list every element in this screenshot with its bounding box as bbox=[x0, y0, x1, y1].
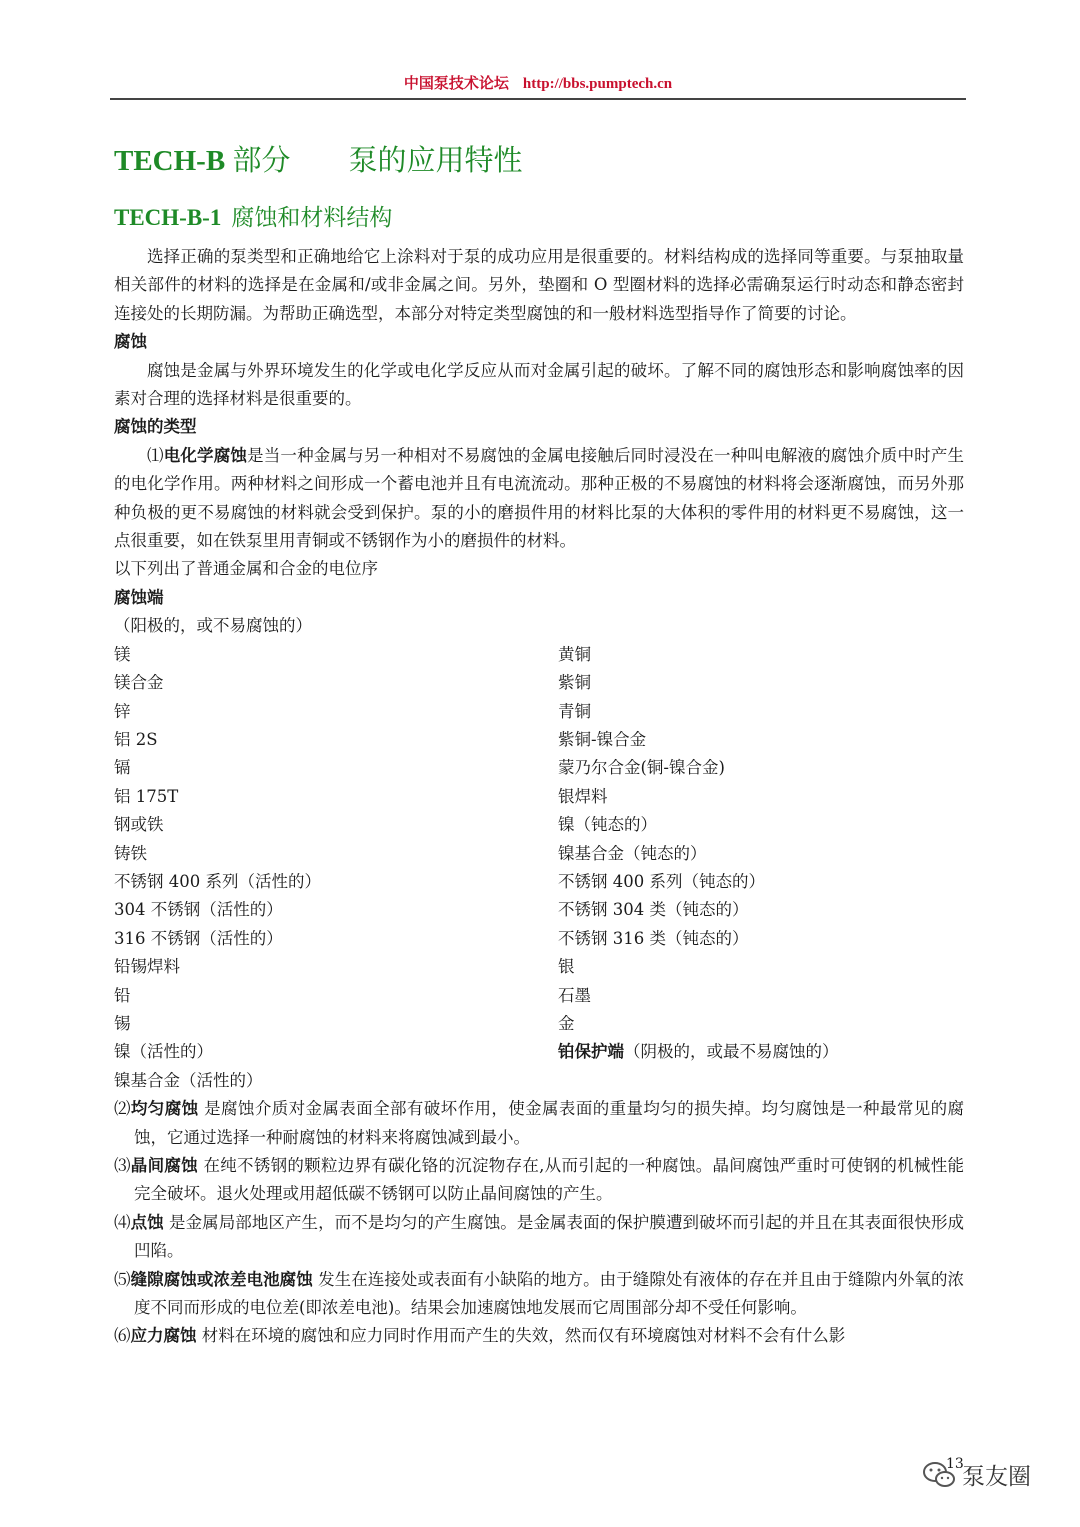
watermark-text: 泵友圈 bbox=[962, 1464, 1031, 1490]
series-left-item: 铸铁 bbox=[114, 843, 147, 863]
body-content bbox=[114, 243, 964, 1351]
series-left-item: 不锈钢 400 系列（活性的） bbox=[114, 871, 321, 891]
series-right-item: 不锈钢 304 类（钝态的） bbox=[558, 900, 749, 920]
item-term: 晶间腐蚀 bbox=[130, 1156, 198, 1175]
series-right-item: 银焊料 bbox=[558, 786, 608, 806]
corrosion-type-item bbox=[114, 1266, 964, 1323]
series-right-item: 银 bbox=[558, 957, 575, 977]
series-left-column bbox=[114, 641, 558, 1096]
series-left-item: 304 不锈钢（活性的） bbox=[114, 900, 283, 920]
protected-end bbox=[558, 1038, 839, 1066]
series-right-item: 黄铜 bbox=[558, 644, 591, 664]
item-term: 缝隙腐蚀或浓差电池腐蚀 bbox=[130, 1269, 313, 1289]
wechat-icon bbox=[922, 1461, 956, 1489]
part-code: TECH-B bbox=[114, 145, 226, 177]
corrosion-paragraph: 腐蚀是金属与外界环境发生的化学或电化学反应从而对金属引起的破坏。了解不同的腐蚀形态和影响腐蚀率的因素对合理的选择材料是很重要的。 bbox=[114, 360, 964, 409]
page-number: 13 bbox=[946, 1456, 964, 1472]
corrosion-type-item bbox=[114, 1152, 964, 1209]
series-right-item: 镍（钝态的） bbox=[558, 815, 657, 835]
item-text: 发生在连接处或表面有小缺陷的地方。由于缝隙处有液体的存在并且由于缝隙内外氧的浓度不同而形成的电位差(即浓差电池)。结果会加速腐蚀地发展而它周围部分却不受任何影响。 bbox=[134, 1269, 965, 1318]
section-title bbox=[114, 199, 392, 232]
item-text: 材料在环境的腐蚀和应力同时作用而产生的失效，然而仅有环境腐蚀对材料不会有什么影 bbox=[196, 1326, 846, 1346]
series-left-item: 镉 bbox=[114, 758, 131, 778]
series-left-item: 镍（活性的） bbox=[114, 1042, 213, 1062]
corrosion-type-item bbox=[114, 1322, 964, 1350]
galvanic-text: 是当一种金属与另一种相对不易腐蚀的金属电接触后同时浸没在一种叫电解液的腐蚀介质中时产生的电化学作用。两种材料之间形成一个蓄电池并且有电流流动。那种正极的不易腐蚀的材料将会逐渐腐蚀，而另外那种负极的更不易腐蚀的材料就会受到保护。泵的小的磨损件用的材料比泵的大体积的零件用的材料更不易腐蚀，这一点很重要，如在铁泵里用青铜或不锈钢作为小的磨损件的材料。 bbox=[114, 445, 965, 551]
item-text: 在纯不锈钢的颗粒边界有碳化铬的沉淀物存在,从而引起的一种腐蚀。晶间腐蚀严重时可使钢的机械性能完全破坏。退火处理或用超低碳不锈钢可以防止晶间腐蚀的产生。 bbox=[134, 1156, 965, 1204]
series-right-item: 紫铜 bbox=[558, 673, 591, 693]
item-number: ⑵ bbox=[114, 1099, 131, 1119]
galvanic-paragraph bbox=[114, 442, 964, 556]
series-left-item: 镍基合金（活性的） bbox=[114, 1070, 263, 1090]
types-heading: 腐蚀的类型 bbox=[114, 417, 197, 437]
series-left-item: 铅 bbox=[114, 985, 131, 1005]
corroded-end-note: （阳极的，或不易腐蚀的） bbox=[114, 616, 312, 636]
series-left-item: 316 不锈钢（活性的） bbox=[114, 928, 283, 948]
series-right-item: 石墨 bbox=[558, 985, 591, 1005]
series-right-item: 紫铜-镍合金 bbox=[558, 729, 647, 749]
corrosion-type-item bbox=[114, 1095, 964, 1152]
corrosion-heading: 腐蚀 bbox=[114, 332, 147, 352]
series-left-item: 铝 2S bbox=[114, 729, 158, 749]
part-label: 部分 bbox=[232, 145, 291, 177]
item-number: ⑹ bbox=[114, 1326, 131, 1346]
item-number: ⑸ bbox=[114, 1269, 131, 1289]
series-right-item: 青铜 bbox=[558, 701, 591, 721]
page-header bbox=[110, 72, 966, 93]
series-right-item: 镍基合金（钝态的） bbox=[558, 843, 707, 863]
galvanic-number: ⑴ bbox=[147, 445, 164, 465]
galvanic-term: 电化学腐蚀 bbox=[163, 445, 248, 465]
series-left-item: 钢或铁 bbox=[114, 815, 164, 835]
series-right-item: 不锈钢 316 类（钝态的） bbox=[558, 928, 749, 948]
item-number: ⑶ bbox=[114, 1156, 131, 1175]
section-subject: 腐蚀和材料结构 bbox=[231, 205, 393, 230]
part-subject: 泵的应用特性 bbox=[348, 145, 523, 177]
series-right-item: 金 bbox=[558, 1013, 575, 1033]
item-term: 点蚀 bbox=[130, 1212, 164, 1232]
series-right-item: 蒙乃尔合金(铜-镍合金) bbox=[558, 758, 725, 778]
header-forum: 中国泵技术论坛 bbox=[403, 76, 509, 92]
galvanic-series bbox=[114, 641, 964, 1096]
protected-end-label: 铂保护端 bbox=[558, 1042, 624, 1062]
series-left-item: 镁合金 bbox=[114, 673, 164, 693]
item-term: 均匀腐蚀 bbox=[130, 1099, 199, 1119]
series-right-column bbox=[558, 641, 839, 1096]
header-divider bbox=[110, 98, 966, 100]
series-left-item: 铝 175T bbox=[114, 786, 179, 806]
part-title bbox=[114, 138, 522, 179]
item-number: ⑷ bbox=[114, 1212, 131, 1232]
intro-paragraph: 选择正确的泵类型和正确地给它上涂料对于泵的成功应用是很重要的。材料结构成的选择同等重要。与泵抽取量相关部件的材料的选择是在金属和/或非金属之间。另外，垫圈和 O 型圈材料的选择必需确泵运行时动态和静态密封连接处的长期防漏。为帮助正确选型，本部分对特定类型腐蚀的和一般材料选型指导作了简要的讨论。 bbox=[114, 247, 964, 323]
header-url[interactable]: http://bbs.pumptech.cn bbox=[522, 76, 673, 92]
section-code: TECH-B-1 bbox=[114, 205, 222, 230]
series-left-item: 锡 bbox=[114, 1013, 131, 1033]
series-left-item: 镁 bbox=[114, 644, 131, 664]
watermark bbox=[922, 1458, 1031, 1491]
series-right-item: 不锈钢 400 系列（钝态的） bbox=[558, 871, 765, 891]
protected-end-note: （阴极的，或最不易腐蚀的） bbox=[624, 1042, 839, 1062]
series-left-item: 锌 bbox=[114, 701, 131, 721]
item-text: 是腐蚀介质对金属表面全部有破坏作用，使金属表面的重量均匀的损失掉。均匀腐蚀是一种最常见的腐蚀，它通过选择一种耐腐蚀的材料来将腐蚀减到最小。 bbox=[134, 1099, 965, 1147]
series-left-item: 铅锡焊料 bbox=[114, 957, 180, 977]
item-text: 是金属局部地区产生，而不是均匀的产生腐蚀。是金属表面的保护膜遭到破坏而引起的并且在其表面很快形成凹陷。 bbox=[134, 1212, 965, 1261]
series-intro: 以下列出了普通金属和合金的电位序 bbox=[114, 559, 378, 579]
item-term: 应力腐蚀 bbox=[130, 1326, 197, 1346]
corrosion-type-item bbox=[114, 1209, 964, 1266]
corroded-end-label: 腐蚀端 bbox=[114, 587, 164, 607]
